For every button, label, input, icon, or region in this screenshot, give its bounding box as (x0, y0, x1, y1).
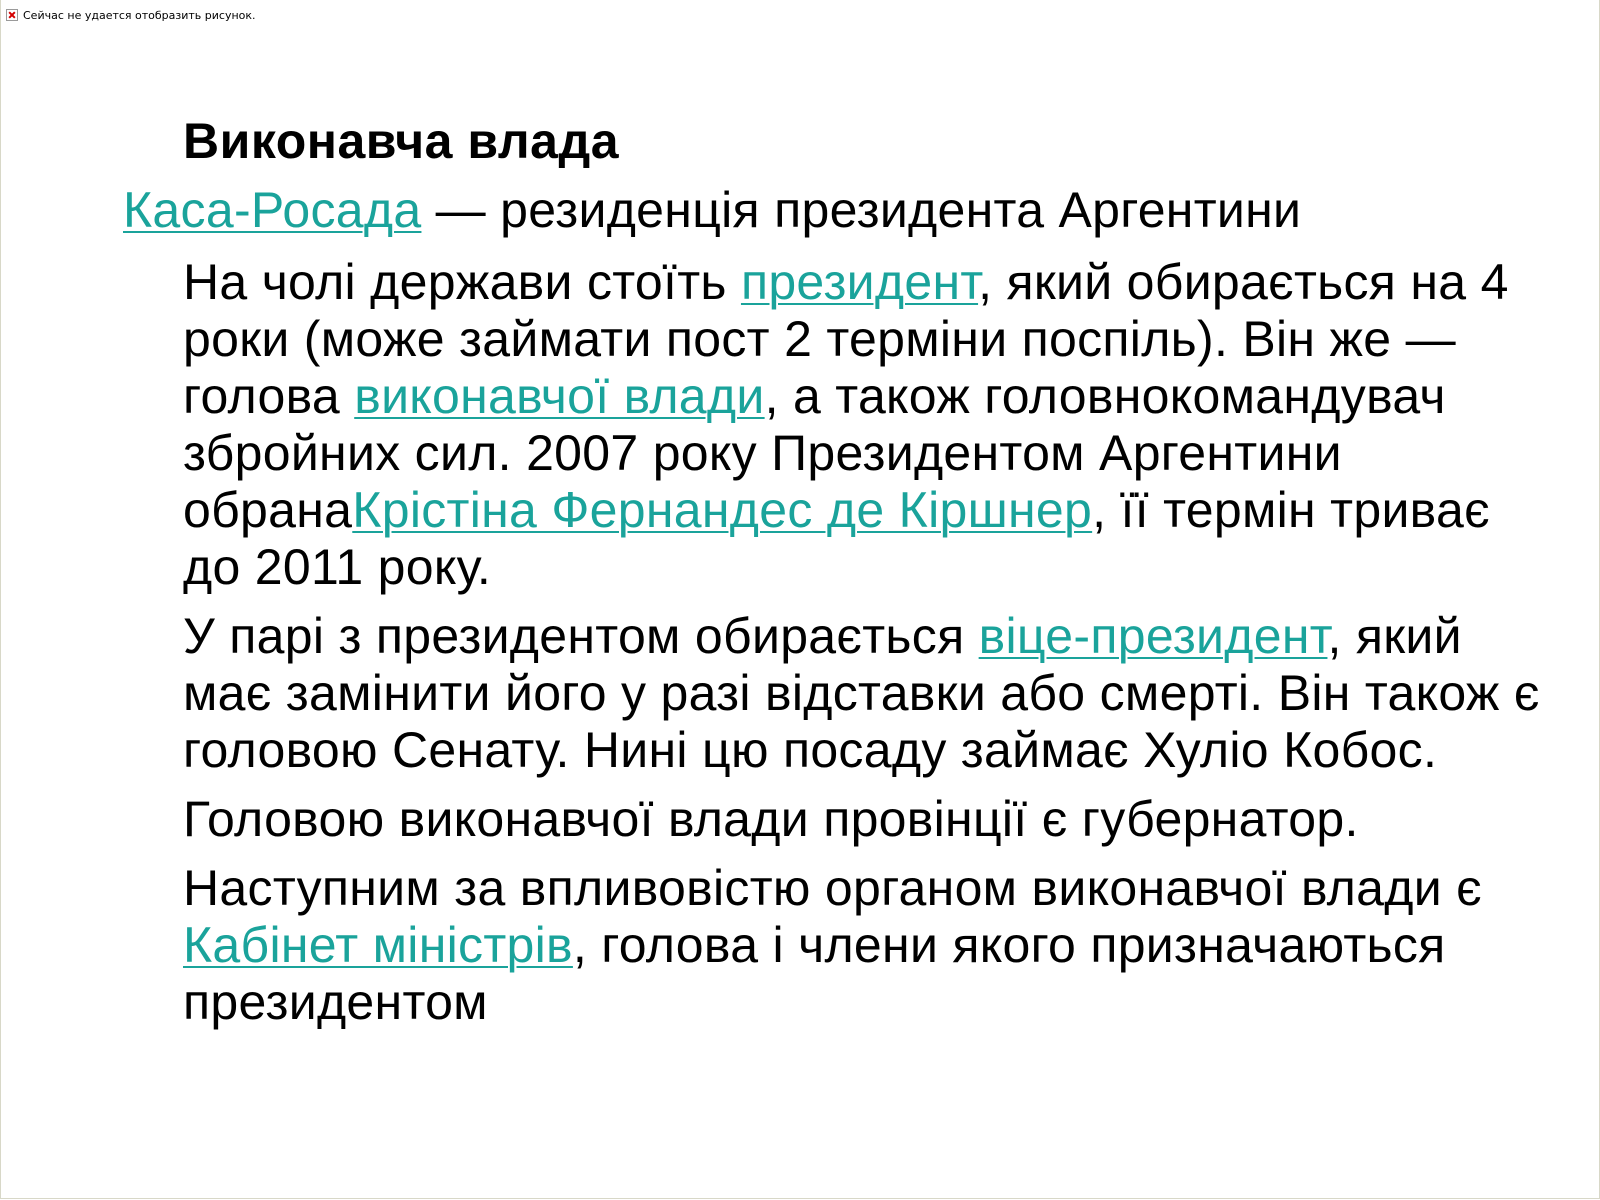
link-president[interactable]: президент (740, 254, 979, 310)
paragraph-governor: Головою виконавчої влади провінції є губернатор. (183, 791, 1359, 847)
caption-text: — резиденція президента Аргентини (421, 182, 1302, 238)
paragraph-text: , який обирається на 4 роки (може займати пост 2 терміни поспіль). Він же — голова (183, 254, 1509, 424)
link-cabinet-of-ministers[interactable]: Кабінет міністрів (183, 917, 573, 973)
link-executive-power[interactable]: виконавчої влади (354, 368, 765, 424)
link-vice-president[interactable]: віце-президент (978, 608, 1328, 664)
broken-image-icon (6, 9, 18, 21)
link-casa-rosada[interactable]: Каса-Росада (123, 182, 422, 238)
image-caption (123, 180, 1600, 240)
paragraph-vice-president (183, 608, 1543, 779)
paragraph-president (183, 254, 1543, 596)
slide-content (0, 110, 1600, 1043)
paragraph-text: На чолі держави стоїть (183, 254, 741, 310)
paragraph-text: , її термін триває до 2011 року. (183, 482, 1490, 595)
link-cristina-fernandez[interactable]: Крістіна Фернандес де Кіршнер (352, 482, 1093, 538)
paragraph-text: Наступним за впливовістю органом виконавчої влади є (183, 860, 1482, 916)
broken-image-placeholder (6, 6, 256, 24)
paragraph-text: У парі з президентом обирається (183, 608, 979, 664)
paragraph-text: , який має замінити його у разі відставки або смерті. Він також є головою Сенату. Нині цю посаду займає Хуліо Кобос. (183, 608, 1540, 778)
broken-image-message: Сейчас не удается отобразить рисунок. (23, 8, 256, 22)
section-heading: Виконавча влада (183, 113, 620, 169)
paragraph-text: , голова і члени якого призначаються президентом (183, 917, 1446, 1030)
paragraph-cabinet (183, 860, 1543, 1031)
paragraph-text: , а також головнокомандувач збройних сил. 2007 року Президентом Аргентини обрана (183, 368, 1446, 538)
